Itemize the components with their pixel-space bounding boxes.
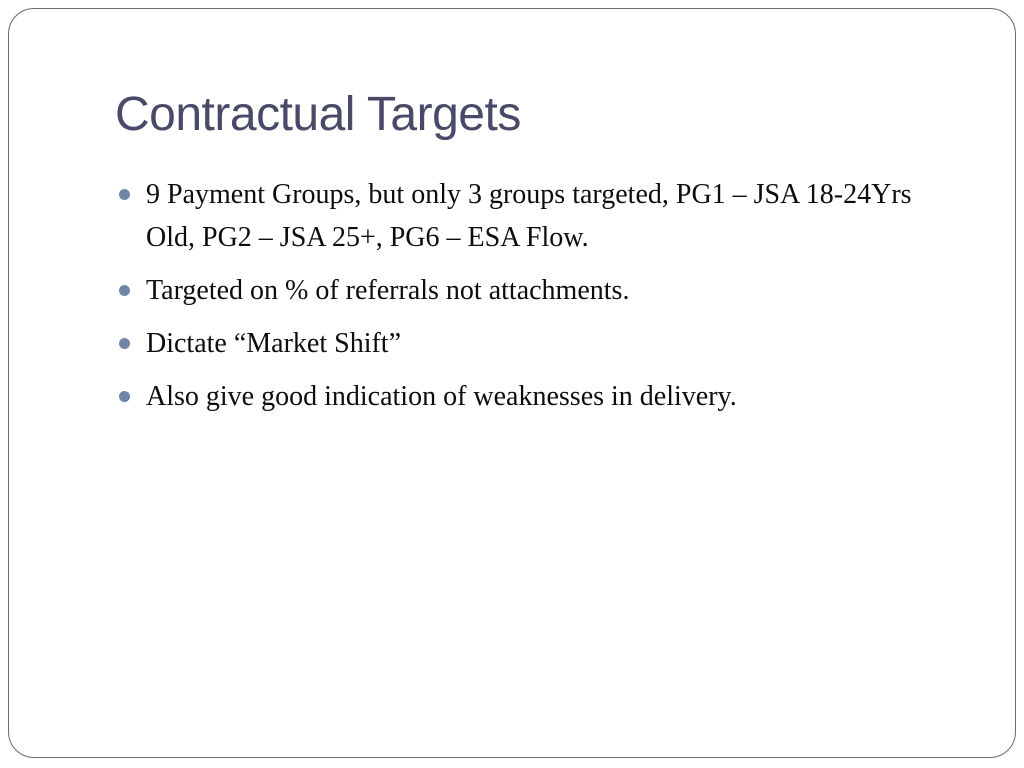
bullet-dot-icon	[119, 338, 130, 349]
bullet-dot-icon	[119, 189, 130, 200]
bullet-text: Also give good indication of weaknesses in delivery.	[146, 381, 737, 412]
bullet-dot-icon	[119, 285, 130, 296]
bullet-list	[115, 173, 925, 428]
bullet-item	[115, 375, 925, 418]
bullet-item	[115, 322, 925, 365]
slide-title: Contractual Targets	[115, 88, 521, 141]
bullet-text: Dictate “Market Shift”	[146, 328, 402, 359]
bullet-text: 9 Payment Groups, but only 3 groups targeted, PG1 – JSA 18-24Yrs Old, PG2 – JSA 25+, PG6 – ESA Flow.	[146, 179, 912, 253]
bullet-item	[115, 269, 925, 312]
bullet-text: Targeted on % of referrals not attachments.	[146, 275, 630, 306]
bullet-dot-icon	[119, 391, 130, 402]
bullet-item	[115, 173, 925, 259]
slide-frame	[8, 8, 1016, 758]
